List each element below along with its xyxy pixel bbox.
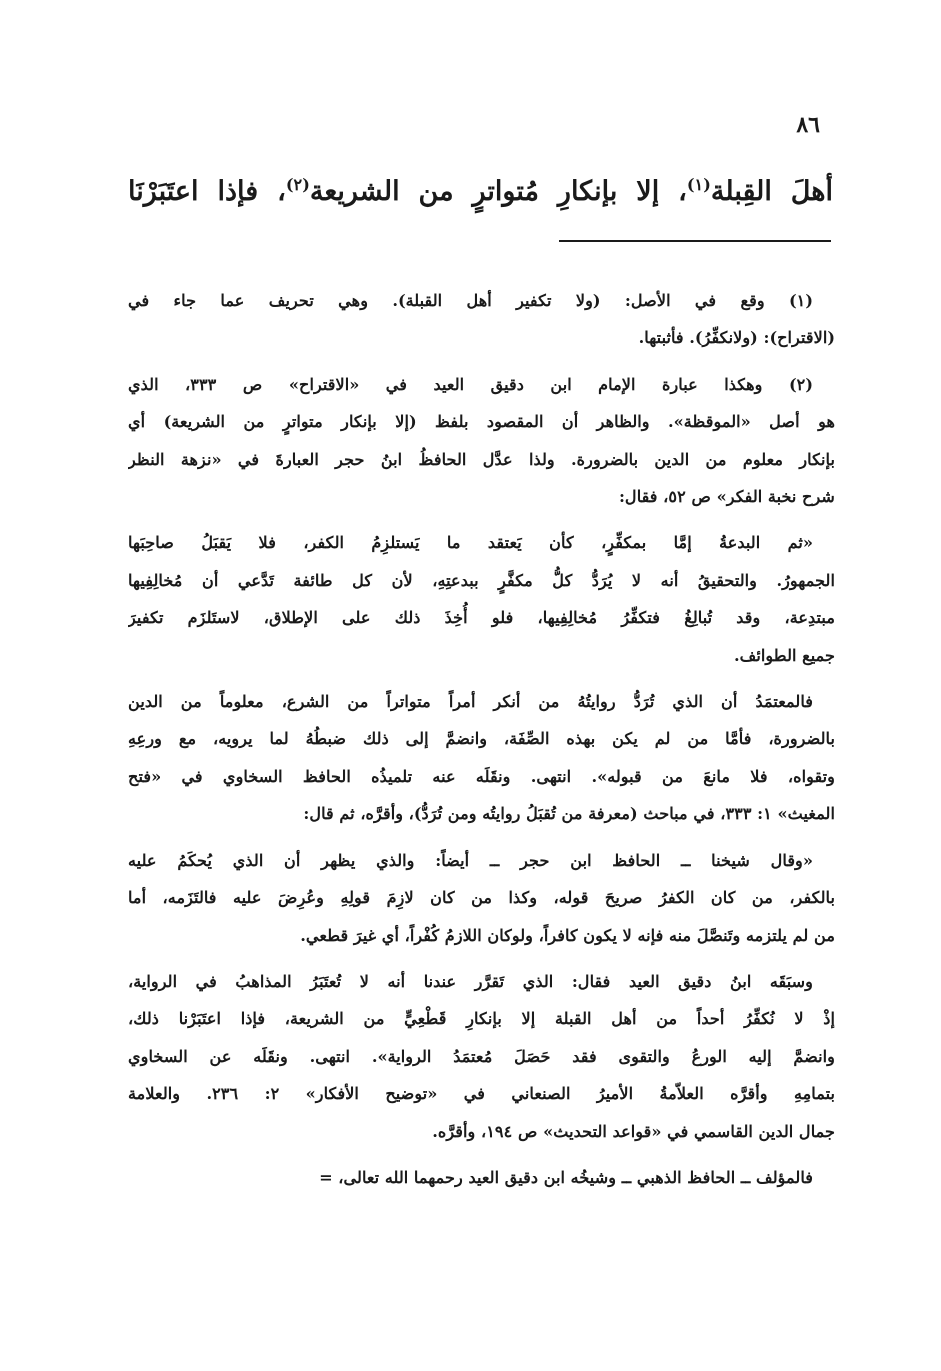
footnote-line: فالمؤلف ــ الحافظ الذهبي ــ وشيخُه ابن دقيق العيد رحمهما الله تعالى، = [319, 1167, 813, 1187]
footnote-line: هو أصل «الموقظة». والظاهر أن المقصود بلفظ (إلا بإنكار متواترٍ من الشريعة) أي [128, 412, 835, 432]
footnote-line: وسبَقَه ابنُ دقيق العيد فقال: الذي تَقرَّر عندنا أنه لا تُعتَبَرُ المذاهبُ في الرواية، [128, 971, 813, 991]
quote-paragraph [128, 842, 835, 954]
footnote-line: «ثم البدعةُ إمَّا بمكفِّرٍ، كأن يَعتقد ما يَستلزِمُ الكفر، فلا يَقبَلُ صاحِبَها [128, 533, 813, 553]
footnotes [128, 282, 835, 1205]
footnote-line: وتقواه، فلا مانعَ من قبوله». انتهى. ونقَلَه عنه تلميذُه الحافظ السخاوي في «فتح [128, 766, 835, 786]
page-number: ٨٦ [796, 112, 820, 138]
footnote-line: شرح نخبة الفكر» ص ٥٢، فقال: [618, 487, 835, 507]
quote-paragraph [128, 963, 835, 1150]
quote-paragraph [128, 524, 835, 674]
footnote-line: «وقال شيخنا ــ الحافظ ابن حجر ــ أيضاً: والذي يظهر أن الذي يُحكَمُ عليه [128, 850, 813, 870]
footnote-ref-1: (١) [686, 175, 711, 194]
quote-paragraph [128, 683, 835, 833]
footnote-line: المغيث» ١: ٣٣٣، في مباحث (معرفة من تُقبَلُ روايتُه ومن تُرَدُّ)، وأقرَّه، ثم قال: [303, 804, 835, 824]
main-text-part: ، إلا بإنكارِ مُتواترٍ من الشريعة [309, 176, 687, 207]
footnote-1 [128, 282, 835, 357]
quote-paragraph [128, 1159, 835, 1196]
footnote-line: (١) وقع في الأصل: (ولا تكفير أهل القبلة). وهي تحريف عما جاء في [128, 291, 813, 310]
footnote-separator [559, 240, 831, 242]
footnote-2 [128, 366, 835, 516]
footnote-line: (٢) وهكذا عبارة الإمام ابن دقيق العيد في «الاقتراح» ص ٣٣٣، الذي [128, 374, 813, 394]
footnote-ref-2: (٢) [285, 175, 310, 194]
main-text-line [128, 160, 833, 217]
footnote-line: بتمامِهِ وأقرَّه العلاّمةُ الأميرُ الصنعاني في «توضيح الأفكار» ٢: ٢٣٦. والعلامة [128, 1084, 835, 1104]
footnote-line: بإنكار معلوم من الدين بالضرورة. ولذا عدَّل الحافظُ ابنُ حجر العبارةَ في «نزهة النظر [128, 449, 835, 469]
footnote-line: إذْ لا نُكفِّرُ أحداً من أهل القبلة إلا بإنكارِ قَطْعِيٍّ من الشريعة، فإذا اعتَبَرْنا ذلك، [128, 1009, 835, 1029]
footnote-line: بالضرورة، فأمَّا من لم يكن بهذه الصِّفَة، وانضمَّ إلى ذلك ضبطُهُ لما يرويه، مع ورعِهِ [128, 729, 835, 749]
footnote-line: جميع الطوائف. [734, 645, 835, 665]
footnote-line: مبتدِعة، وقد تُبالِغُ فتكفِّرُ مُخالِفِيها، فلو أُخِذَ ذلك على الإطلاق، لاستَلزَم تكفيرَ [128, 608, 835, 628]
footnote-line: جمال الدين القاسمي في «قواعد التحديث» ص ١٩٤، وأقرَّه. [432, 1121, 835, 1141]
footnote-line: من لم يلتزمه وتَنصَّلَ منه فإنه لا يكون كافراً، ولوكان اللازمُ كُفْراً، أي غيرَ قطعي. [300, 925, 835, 945]
footnote-line: فالمعتمَدُ أن الذي تُرَدُّ روايتُهُ من أنكر أمراً متواتراً من الشرع، معلوماً من الدين [128, 692, 813, 712]
footnote-line: وانضمَّ إليه الورعُ والتقوى فقد حَصَلَ مُعتمَدُ الرواية». انتهى. ونقَلَه عن السخاوي [128, 1046, 835, 1066]
footnote-line: (الاقتراح): (ولانكفِّرُ). فأثبتها. [638, 328, 835, 348]
main-text-part: ، فإذا اعتَبَرْنَا [128, 176, 286, 207]
footnote-line: بالكفر، من كان الكفرُ صريحَ قوله، وكذا من كان لازِمَ قولِهِ وعُرِضَ عليه فالتَزَمه، أما [128, 888, 835, 908]
footnote-line: الجمهورُ. والتحقيقُ أنه لا يُرَدُّ كلُّ مكفَّرٍ ببدعتِهِ، لأن كل طائفة تَدَّعي أن مُخالِفِيها [128, 570, 835, 590]
main-text-part: أهلَ القِبلة [710, 176, 833, 207]
